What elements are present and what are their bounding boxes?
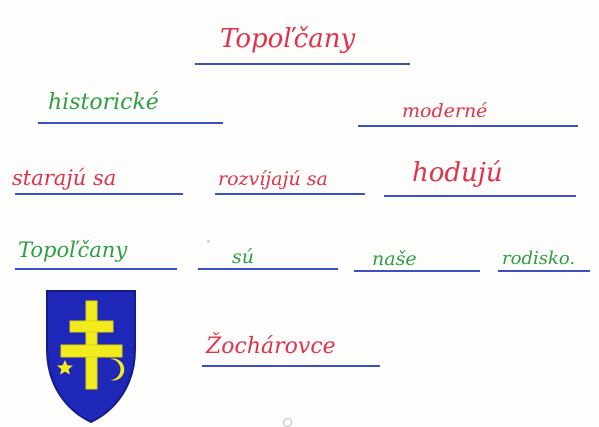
underline-zocharovce: [202, 365, 380, 367]
underline-moderne: [358, 125, 578, 127]
paper-speck: [207, 240, 210, 243]
paper-hole: [283, 418, 292, 427]
underline-rozvijajusa: [215, 193, 365, 195]
word-hoduju: hodujú: [412, 158, 503, 188]
word-rozvijajusa: rozvíjajú sa: [218, 168, 328, 190]
underline-nase: [354, 270, 480, 272]
coat-of-arms-icon: [44, 287, 138, 425]
underline-rodisko: [498, 270, 590, 272]
title-word: Topoľčany: [220, 24, 356, 54]
title-underline: [195, 63, 410, 65]
word-su: sú: [232, 246, 254, 268]
underline-su: [198, 268, 338, 270]
word-historicke: historické: [48, 90, 159, 115]
word-nase: naše: [372, 248, 417, 270]
word-topolcany: Topoľčany: [18, 238, 128, 262]
underline-starajusa: [15, 193, 183, 195]
word-starajusa: starajú sa: [12, 166, 117, 190]
word-zocharovce: Žochárovce: [206, 334, 336, 359]
underline-topolcany: [15, 268, 177, 270]
word-rodisko: rodisko.: [502, 248, 576, 269]
underline-historicke: [38, 122, 223, 124]
underline-hoduju: [384, 195, 576, 197]
word-moderne: moderné: [402, 100, 488, 122]
